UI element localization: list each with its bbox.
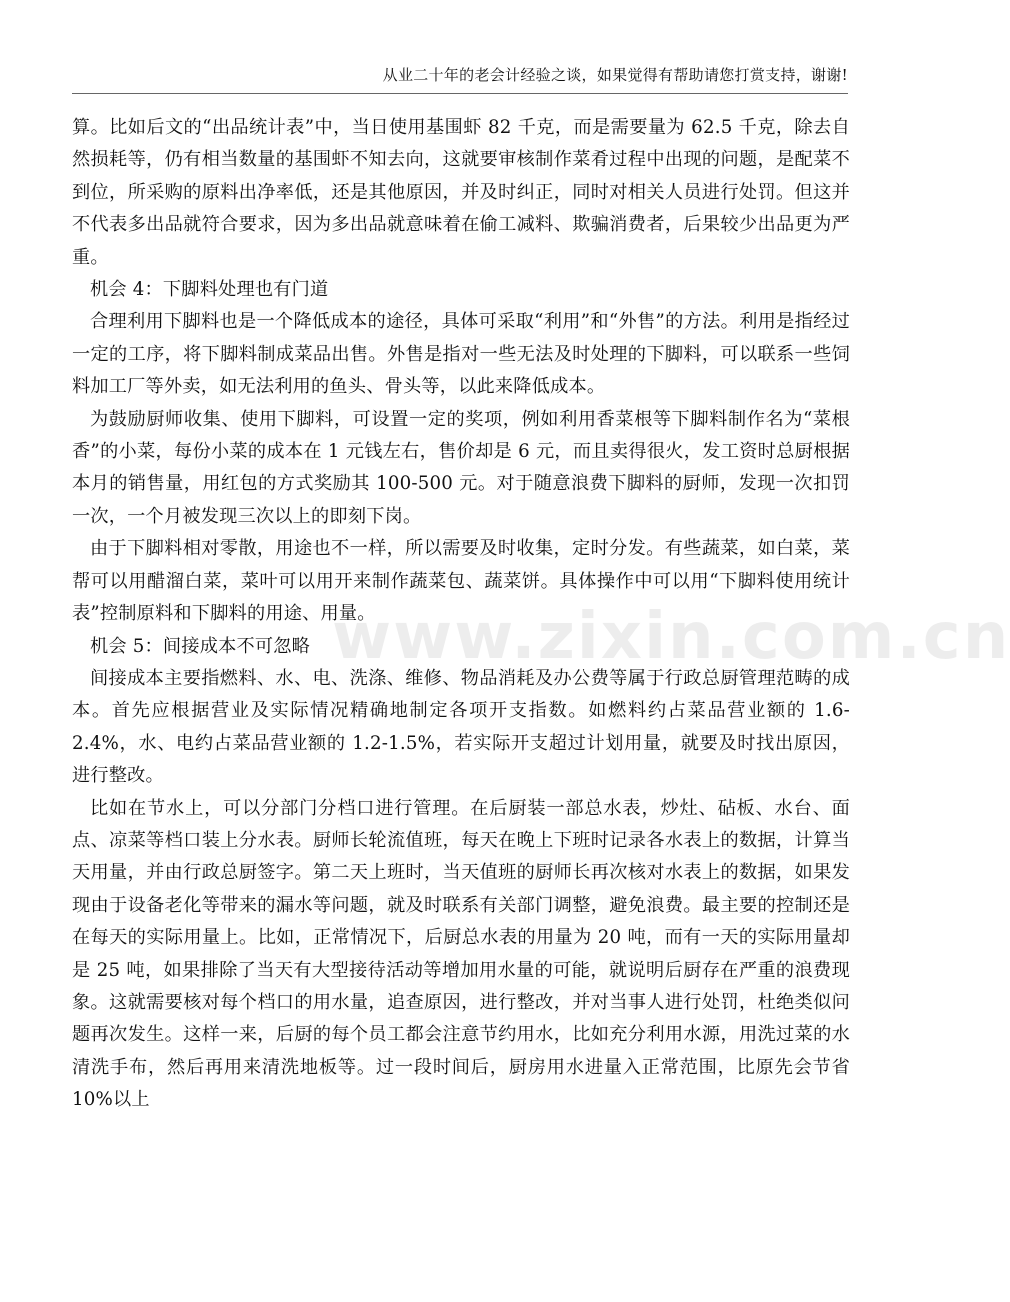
paragraph-indirect-costs: 间接成本主要指燃料、水、电、洗涤、维修、物品消耗及办公费等属于行政总厨管理范畴的成本。首先应根据营业及实际情况精确地制定各项开支指数。如燃料约占菜品营业额的 1.6-2.4%，水、电约占菜品营业额的 1.2-1.5%，若实际开支超过计划用量，就要及时找出原因，进行整改。 (72, 667, 850, 787)
header-note: 从业二十年的老会计经验之谈，如果觉得有帮助请您打赏支持，谢谢! (382, 66, 848, 84)
watermark: www.zixin.com.cn (332, 600, 1010, 674)
section-heading-opportunity-5: 机会 5：间接成本不可忽略 (90, 635, 311, 657)
article-body (72, 112, 850, 1117)
section-heading-opportunity-4: 机会 4：下脚料处理也有门道 (90, 279, 329, 301)
paragraph-continuation: 算。比如后文的“出品统计表”中，当日使用基围虾 82 千克，而是需要量为 62.5 千克，除去自然损耗等，仍有相当数量的基围虾不知去向，这就要审核制作菜肴过程中出现的问题，是配菜不到位，所采购的原料出净率低，还是其他原因，并及时纠正，同时对相关人员进行处罚。但这并不代表多出品就符合要求，因为多出品就意味着在偷工减料、欺骗消费者，后果较少出品更为严重。 (72, 117, 850, 268)
paragraph-scrap-rewards: 为鼓励厨师收集、使用下脚料，可设置一定的奖项，例如利用香菜根等下脚料制作名为“菜根香”的小菜，每份小菜的成本在 1 元钱左右，售价却是 6 元，而且卖得很火，发工资时总厨根据本月的销售量，用红包的方式奖励其 100-500 元。对于随意浪费下脚料的厨师，发现一次扣罚一次，一个月被发现三次以上的即刻下岗。 (72, 408, 850, 527)
header-divider (72, 93, 848, 94)
paragraph-scrap-collection: 由于下脚料相对零散，用途也不一样，所以需要及时收集，定时分发。有些蔬菜，如白菜，菜帮可以用醋溜白菜，菜叶可以用开来制作蔬菜包、蔬菜饼。具体操作中可以用“下脚料使用统计表”控制原料和下脚料的用途、用量。 (72, 538, 850, 625)
paragraph-scrap-usage: 合理利用下脚料也是一个降低成本的途径，具体可采取“利用”和“外售”的方法。利用是指经过一定的工序，将下脚料制成菜品出售。外售是指对一些无法及时处理的下脚料，可以联系一些饲料加工厂等外卖，如无法利用的鱼头、骨头等，以此来降低成本。 (72, 311, 850, 398)
paragraph-water-saving: 比如在节水上，可以分部门分档口进行管理。在后厨装一部总水表，炒灶、砧板、水台、面点、凉菜等档口装上分水表。厨师长轮流值班，每天在晚上下班时记录各水表上的数据，计算当天用量，并由行政总厨签字。第二天上班时，当天值班的厨师长再次核对水表上的数据，如果发现由于设备老化等带来的漏水等问题，就及时联系有关部门调整，避免浪费。最主要的控制还是在每天的实际用量上。比如，正常情况下，后厨总水表的用量为 20 吨，而有一天的实际用量却是 25 吨，如果排除了当天有大型接待活动等增加用水量的可能，就说明后厨存在严重的浪费现象。这就需要核对每个档口的用水量，追查原因，进行整改，并对当事人进行处罚，杜绝类似问题再次发生。这样一来，后厨的每个员工都会注意节约用水，比如充分利用水源，用洗过菜的水清洗手布，然后再用来清洗地板等。过一段时间后，厨房用水进量入正常范围，比原先会节省 10%以上 (72, 797, 850, 1111)
